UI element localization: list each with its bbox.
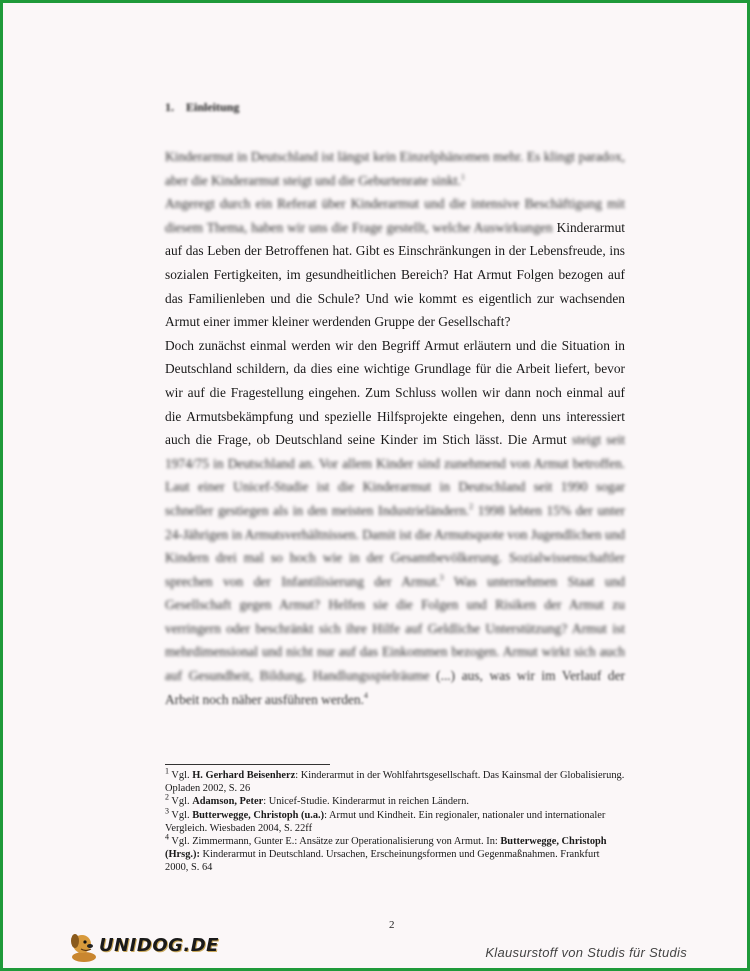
blurred-text: Angeregt durch ein Referat über Kinderarmut und die intensive Beschäftigung mit diesem Thema, haben wir uns die Frage gestellt, welche Auswirkungen [165,196,625,235]
paragraph-intro [165,192,625,334]
blurred-text: Was unternehmen Staat und Gesellschaft gegen Armut? Helfen sie die Folgen und Risiken der Armut zu verringern oder beschränkt sich ihre Hilfe auf Geldliche Unterstützung? Armut ist mehrdimensional und nicht nur auf das Einkommen bezogen. Armut wirkt sich auch auf Gesundheit, Bildung, Handlungsspielräume [165,573,625,684]
footnote-ref: 1 [461,172,465,182]
clear-text: Kinderarmut auf das Leben der Betroffenen hat. Gibt es Einschränkungen in der Lebensfreude, ins sozialen Fertigkeiten, im gesundheitlichen Bereich? Hat Armut Folgen bezogen auf das Familienleben und die Schule? Und wie kommt es eigentlich zur wachsenden Armut einer immer kleiner werdenden Gruppe der Gesellschaft? [165,219,625,330]
footnote [165,766,625,795]
footnote-text: Kinderarmut in Deutschland. Ursachen, Erscheinungsformen und Gegenmaßnahmen. Frankfurt 2000, S. 64 [165,849,600,874]
footnote-mark: 3 [165,806,169,816]
footnote-text: : Armut und Kindheit. Ein regionaler, nationaler und internationaler Vergleich. Wiesbaden 2004, S. 22ff [165,809,606,834]
footer-tagline: Klausurstoff von Studis für Studis [485,945,687,960]
blurred-text: steigt seit 1974/75 in Deutschland an. Vor allem Kinder sind zunehmend von Armut betroffen. Laut einer Unicef-Studie ist die Kinderarmut in Deutschland seit 1990 sogar schneller gestiegen als in den meisten Industrieländern. [165,432,625,518]
footnote-text: : Kinderarmut in der Wohlfahrtsgesellschaft. Das Kainsmal der Globalisierung. Opladen 2002, S. 26 [165,770,625,795]
blurred-text: (...) aus, was wir im Verlauf der Arbeit noch näher ausführen werden. [165,668,625,707]
footnote-author: Adamson, Peter [192,796,264,808]
footnote [165,832,625,875]
footnote-ref: 3 [439,573,444,583]
clear-text: Doch zunächst einmal werden wir den Begriff Armut erläutern und die Situation in Deutschland schildern, da dies eine wichtige Grundlage für die Arbeit liefert, bevor wir auf die Fragestellung eingehen. Zum Schluss wollen wir dann noch einmal auf die Armutsbekämpfung und spezielle Hilfsprojekte eingehen, denn uns interessiert auch die Frage, ob Deutschland seine Kinder im Stich lässt. Die Armut [165,337,625,448]
footnote [165,792,625,808]
section-title: Einleitung [186,100,240,114]
body-text [165,145,625,711]
footnote-prefix: Vgl. Zimmermann, Gunter E.: Ansätze zur Operationalisierung von Armut. In: [169,836,501,848]
footnote [165,806,625,835]
logo-text: UNIDOG.DE [99,935,219,956]
footnote-text: : Unicef-Studie. Kinderarmut in reichen Ländern. [263,796,469,808]
footnote-mark: 4 [165,832,169,842]
footnote-prefix: Vgl. [169,770,193,781]
footnote-author: H. Gerhard Beisenherz [192,770,296,781]
blurred-text: Kinderarmut in Deutschland ist längst kein Einzelphänomen mehr. Es klingt paradox, aber die Kinderarmut steigt und die Geburtenrate sinkt. [165,149,625,188]
blurred-text: 1998 lebten 15% der unter 24-Jährigen in Armutsverhältnissen. Damit ist die Armutsquote von Jugendlichen und Kindern drei mal so hoch wie in der Gesamtbevölkerung. Sozialwissenschaftler sprechen von der Infantilisierung der Armut. [165,502,625,589]
unidog-logo[interactable] [67,931,219,963]
dog-mascot-icon [67,931,101,963]
footnotes [165,766,625,875]
footnote-ref: 4 [363,691,368,701]
footnote-prefix: Vgl. [169,809,193,821]
footnote-divider [165,764,330,765]
footnote-mark: 1 [165,766,169,776]
footnote-author: Butterwegge, Christoph (u.a.) [192,809,325,821]
footnote-ref: 2 [469,502,474,512]
page-number: 2 [389,919,395,931]
section-heading [165,100,239,115]
section-number: 1. [165,100,174,114]
footnote-prefix: Vgl. [169,796,193,808]
footnote-mark: 2 [165,792,169,802]
footnote-author: Butterwegge, Christoph (Hrsg.): [165,836,607,861]
paragraph-blurred-top [165,145,625,192]
paragraph-outline [165,334,625,712]
